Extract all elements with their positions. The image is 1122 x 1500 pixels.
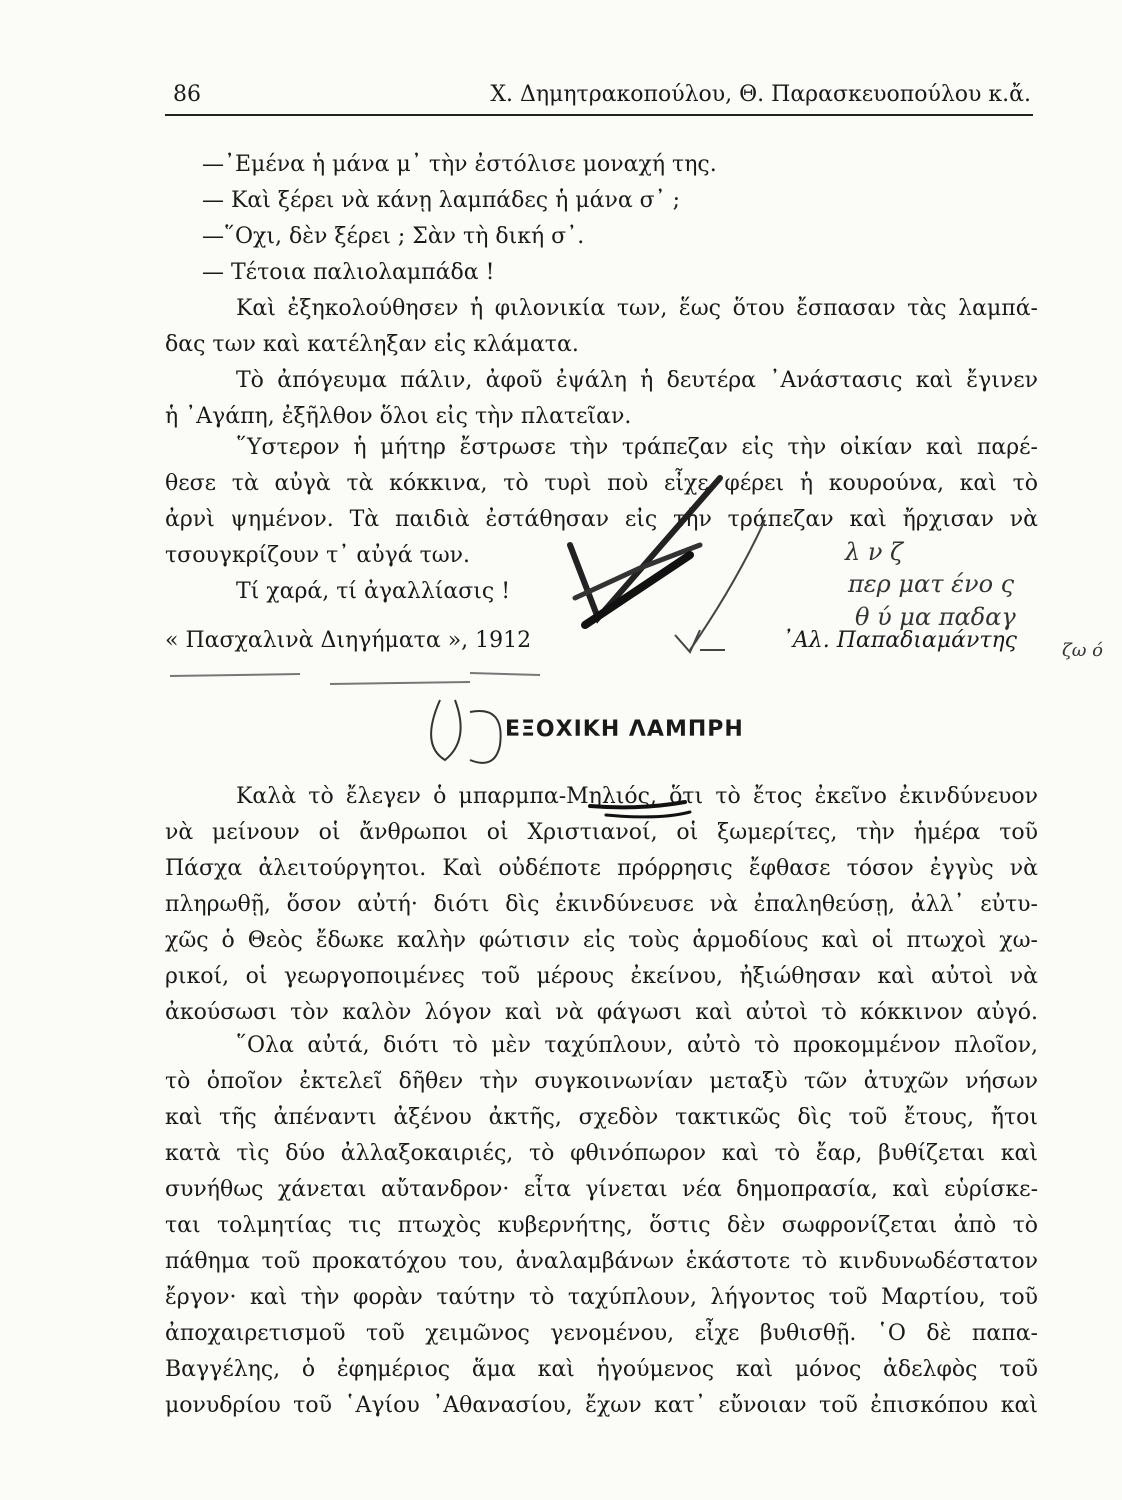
body-line: Βαγγέλης, ὁ ἐφημέριος ἅμα καὶ ἡγούμενος καὶ μόνος ἀδελφὸς τοῦ <box>165 1357 1038 1382</box>
body-line: συνήθως χάνεται αὔτανδρον· εἶτα γίνεται νέα δημοπρασία, καὶ εὑρίσκε- <box>165 1177 1038 1202</box>
body-line: ῞Ολα αὐτά, διότι τὸ μὲν ταχύπλουν, αὐτὸ τὸ προκομμένον πλοῖον, <box>236 1033 1038 1058</box>
handwritten-note: θ ύ μα παδαγ <box>855 603 1016 631</box>
exclamation-line: Τί χαρά, τί ἀγαλλίασις ! <box>236 579 511 604</box>
paragraph-line: τσουγκρίζουν τ᾿ αὐγά των. <box>165 543 471 568</box>
page-number: 86 <box>173 82 201 107</box>
source-citation: « Πασχαλινὰ Διηγήματα », 1912 <box>165 628 532 653</box>
body-line: ἔργον· καὶ τὴν φορὰν ταύτην τὸ ταχύπλουν, λήγοντος τοῦ Μαρτίου, τοῦ <box>165 1285 1038 1310</box>
body-line: ται τολμητίας τις πτωχὸς κυβερνήτης, ὅστις δὲν σωφρονίζεται ἀπὸ τὸ <box>165 1213 1038 1238</box>
dialogue-line: —᾿Εμένα ἡ μάνα μ᾿ τὴν ἐστόλισε μοναχή της. <box>202 152 717 177</box>
handwritten-loop <box>470 711 501 763</box>
page-header <box>165 80 1033 120</box>
handwritten-note: περ ματ ένο ς <box>848 570 1015 598</box>
dialogue-line: — Τέτοια παλιολαμπάδα ! <box>202 260 495 285</box>
running-head: Χ. Δημητρακοπούλου, Θ. Παρασκευοπούλου κ.ἄ. <box>490 82 1031 107</box>
body-line: ρικοί, οἱ γεωργοποιμένες τοῦ μέρους ἐκείνου, ἠξιώθησαν καὶ αὐτοὶ νὰ <box>165 964 1038 989</box>
section-title: ΕΞΟΧΙΚΗ ΛΑΜΠΡΗ <box>505 717 744 742</box>
paragraph-line: Καὶ ἐξηκολούθησεν ἡ φιλονικία των, ἕως ὅτου ἔσπασαν τὰς λαμπά- <box>236 296 1038 321</box>
arrow-line <box>690 520 765 650</box>
author-name: ᾿Αλ. Παπαδιαμάντης <box>781 628 1017 653</box>
body-line: κατὰ τὶς δύο ἀλλαξοκαιριές, τὸ φθινόπωρον καὶ τὸ ἔαρ, βυθίζεται καὶ <box>165 1141 1038 1166</box>
body-line: χῶς ὁ Θεὸς ἔδωκε καλὴν φώτισιν εἰς τοὺς ἁρμοδίους καὶ οἱ πτωχοὶ χω- <box>165 928 1038 953</box>
checkmark-stroke <box>570 478 720 618</box>
check-scribble-stroke <box>575 545 700 598</box>
body-line: πληρωθῇ, ὅσον αὐτή· διότι δὶς ἐκινδύνευσε νὰ ἐπαληθεύσῃ, ἀλλ᾿ εὐτυ- <box>165 892 1038 917</box>
word-underline <box>606 812 690 817</box>
body-line: νὰ μείνουν οἱ ἄνθρωποι οἱ Χριστιανοί, οἱ ξωμερίτες, τὴν ἡμέρα τοῦ <box>165 820 1038 845</box>
arrow-head <box>675 630 700 652</box>
paragraph-line: ἡ ᾿Αγάπη, ἐξῆλθον ὅλοι εἰς τὴν πλατεῖαν. <box>165 404 632 429</box>
circled-letter <box>431 700 461 760</box>
body-line: μονυδρίου τοῦ ῾Αγίου ᾿Αθανασίου, ἔχων κατ᾿ εὔνοιαν τοῦ ἐπισκόπου καὶ <box>165 1393 1038 1418</box>
paragraph-line: ῞Υστερον ἡ μήτηρ ἔστρωσε τὴν τράπεζαν εἰς τὴν οἰκίαν καὶ παρέ- <box>236 435 1038 460</box>
handwritten-note: λ ν ζ <box>845 538 904 566</box>
body-line: πάθημα τοῦ προκατόχου του, ἀναλαμβάνων ἑκάστοτε τὸ κινδυνωδέστατον <box>165 1249 1038 1274</box>
handwritten-note: ζω ό <box>1062 640 1103 661</box>
body-line: καὶ τῆς ἀπέναντι ἀξένου ἀκτῆς, σχεδὸν τακτικῶς δὶς τοῦ ἔτους, ἤτοι <box>165 1105 1038 1130</box>
paragraph-line: θεσε τὰ αὐγὰ τὰ κόκκινα, τὸ τυρὶ ποὺ εἶχε φέρει ἡ κουρούνα, καὶ τὸ <box>165 471 1038 496</box>
body-line: τὸ ὁποῖον ἐκτελεῖ δῆθεν τὴν συγκοινωνίαν μεταξὺ τῶν ἀτυχῶν νήσων <box>165 1069 1038 1094</box>
body-line: ἀποχαιρετισμοῦ τοῦ χειμῶνος γενομένου, εἶχε βυθισθῇ. ῾Ο δὲ παπα- <box>165 1321 1038 1346</box>
dialogue-line: —῞Οχι, δὲν ξέρει ; Σὰν τὴ δική σ᾿. <box>202 224 585 249</box>
body-line: ἀκούσωσι τὸν καλὸν λόγον καὶ νὰ φάγωσι καὶ αὐτοὶ τὸ κόκκινον αὐγό. <box>165 1000 1038 1025</box>
paragraph-line: Τὸ ἀπόγευμα πάλιν, ἀφοῦ ἐψάλη ἡ δευτέρα ᾿Ανάστασις καὶ ἔγινεν <box>236 368 1038 393</box>
body-line: Πάσχα ἀλειτούργητοι. Καὶ οὐδέποτε πρόρρησις ἔφθασε τόσον ἐγγὺς νὰ <box>165 856 1038 881</box>
header-rule <box>165 114 1033 116</box>
dialogue-line: — Καὶ ξέρει νὰ κάνῃ λαμπάδες ἡ μάνα σ᾿ ; <box>202 188 681 213</box>
body-line: Καλὰ τὸ ἔλεγεν ὁ μπαρμπα-Μηλιός, ὅτι τὸ ἔτος ἐκεῖνο ἐκινδύνευον <box>236 784 1038 809</box>
paragraph-line: δας των καὶ κατέληξαν εἰς κλάματα. <box>165 332 579 357</box>
heavy-pencil-stroke <box>585 555 690 625</box>
paragraph-line: ἀρνὶ ψημένον. Τὰ παιδιὰ ἐστάθησαν εἰς τὴν τράπεζαν καὶ ἤρχισαν νὰ <box>165 507 1038 532</box>
pencil-underline <box>170 673 540 684</box>
